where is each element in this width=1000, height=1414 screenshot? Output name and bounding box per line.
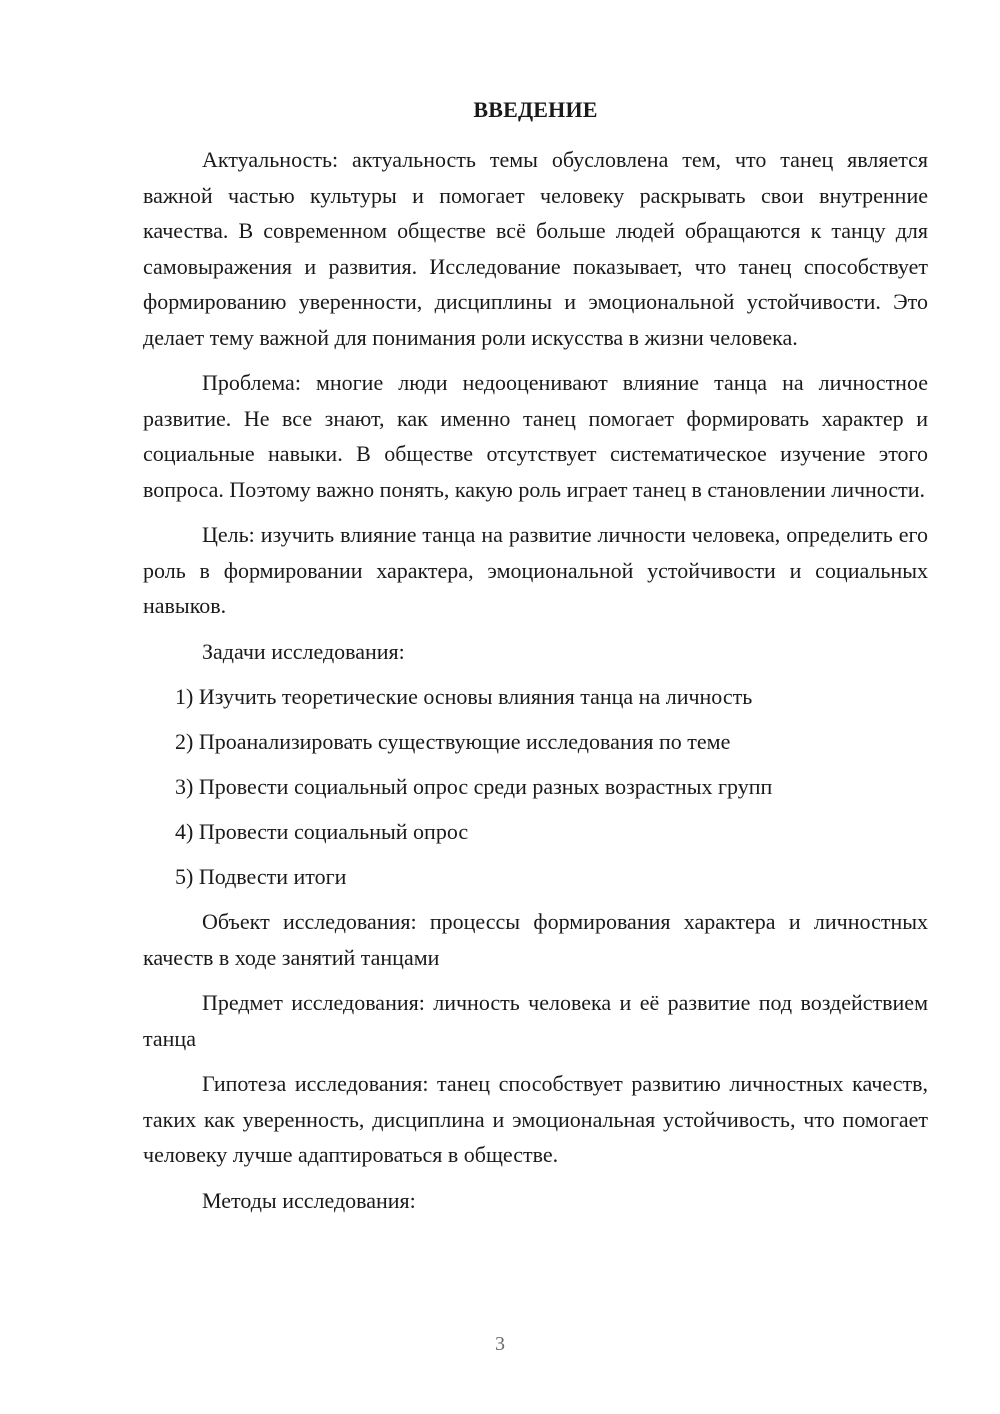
- paragraph-tasks-heading: Задачи исследования:: [202, 638, 405, 664]
- list-item: 1) Изучить теоретические основы влияния танца на личность: [175, 684, 753, 709]
- page-number: 3: [495, 1333, 505, 1355]
- paragraph-relevance: Актуальность: актуальность темы обусловлена тем, что танец является важной частью культуры и помогает человеку раскрывать свои внутренние качества. В современном обществе всё больше людей обращаются к танцу для самовыражения и развития. Исследование показывает, что танец способствует формированию уверенности, дисциплины и эмоциональной устойчивости. Это делает тему важной для понимания роли искусства в жизни человека.: [143, 147, 928, 350]
- list-item: 5) Подвести итоги: [175, 864, 347, 889]
- list-item: 4) Провести социальный опрос: [175, 819, 469, 844]
- paragraph-subject: Предмет исследования: личность человека и её развитие под воздействием танца: [143, 990, 928, 1051]
- list-item: 2) Проанализировать существующие исследования по теме: [175, 729, 731, 754]
- paragraph-goal: Цель: изучить влияние танца на развитие личности человека, определить его роль в формировании характера, эмоциональной устойчивости и социальных навыков.: [143, 522, 928, 618]
- paragraph-problem: Проблема: многие люди недооценивают влияние танца на личностное развитие. Не все знают, как именно танец помогает формировать характер и социальные навыки. В обществе отсутствует систематическое изучение этого вопроса. Поэтому важно понять, какую роль играет танец в становлении личности.: [143, 370, 928, 502]
- paragraph-methods: Методы исследования:: [202, 1187, 416, 1213]
- document-page: [143, 95, 928, 1228]
- tasks-list: [143, 679, 928, 895]
- list-item: 3) Провести социальный опрос среди разных возрастных групп: [175, 774, 773, 799]
- paragraph-hypothesis: Гипотеза исследования: танец способствует развитию личностных качеств, таких как уверенность, дисциплина и эмоциональная устойчивость, что помогает человеку лучше адаптироваться в обществе.: [143, 1071, 928, 1167]
- paragraph-object: Объект исследования: процессы формирования характера и личностных качеств в ходе занятий танцами: [143, 909, 928, 970]
- page-title: ВВЕДЕНИЕ: [473, 97, 598, 122]
